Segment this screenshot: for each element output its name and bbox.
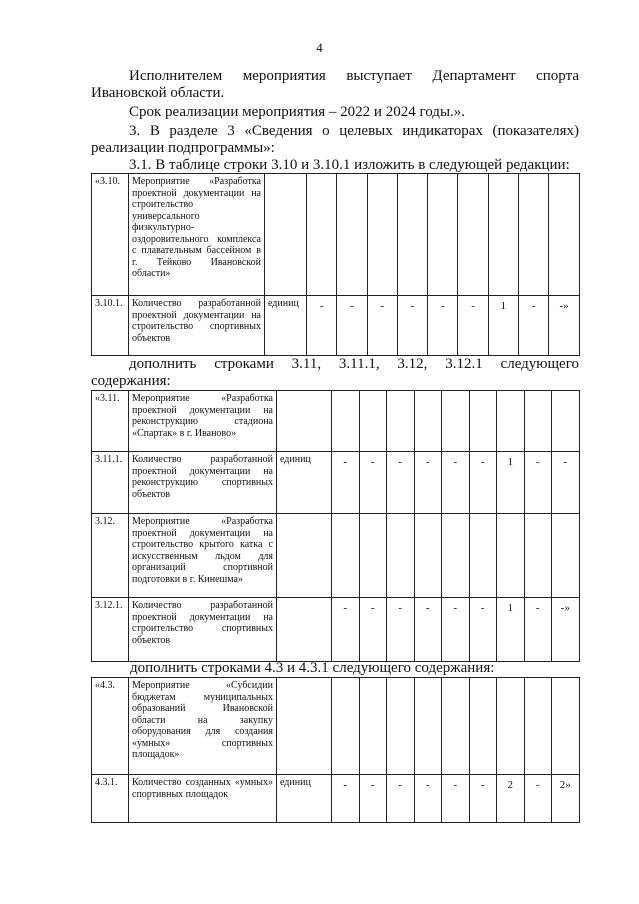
value-cell xyxy=(552,391,580,452)
value-cell xyxy=(332,391,360,452)
row-unit xyxy=(277,514,332,598)
value-cell xyxy=(552,678,580,775)
table-row xyxy=(92,678,580,775)
value-cell xyxy=(524,514,552,598)
row-name: Количество разработанной проектной документации на реконструкцию спортивных объектов xyxy=(129,452,277,514)
row-unit xyxy=(277,678,332,775)
row-unit: единиц xyxy=(265,296,307,356)
value-cell xyxy=(414,391,442,452)
value-cell: - xyxy=(552,452,580,514)
value-cell xyxy=(367,174,397,296)
value-cell xyxy=(414,678,442,775)
value-cell: - xyxy=(387,598,415,662)
row-code: «4.3. xyxy=(92,678,129,775)
value-cell xyxy=(552,514,580,598)
value-cell: - xyxy=(519,296,549,356)
paragraph-table-edit: 3.1. В таблице строки 3.10 и 3.10.1 изложить в следующей редакции: xyxy=(129,157,570,173)
value-cell: - xyxy=(469,452,497,514)
value-cell: - xyxy=(442,452,470,514)
table-row xyxy=(92,775,580,823)
value-cell xyxy=(458,174,488,296)
value-cell xyxy=(428,174,458,296)
value-cell xyxy=(524,678,552,775)
paragraph-add-3-11: дополнить строками 3.11, 3.11.1, 3.12, 3.12.1 следующего xyxy=(129,356,579,372)
row-name: Мероприятие «Субсидии бюджетам муниципальных образований Ивановской области на закупку оборудования для создания «умных» спортивных площадок» xyxy=(129,678,277,775)
value-cell xyxy=(469,678,497,775)
paragraph-term: Срок реализации мероприятия – 2022 и 2024 годы.». xyxy=(129,104,466,120)
value-cell xyxy=(524,391,552,452)
value-cell: - xyxy=(332,775,360,823)
value-cell xyxy=(497,391,525,452)
value-cell: - xyxy=(359,775,387,823)
row-code: «3.10. xyxy=(92,174,129,296)
value-cell xyxy=(332,514,360,598)
row-name: Количество разработанной проектной документации на строительство спортивных объектов xyxy=(129,296,265,356)
paragraph-executor: Исполнителем мероприятия выступает Департамент спорта xyxy=(129,68,579,84)
value-cell xyxy=(307,174,337,296)
row-code: 3.10.1. xyxy=(92,296,129,356)
value-cell xyxy=(442,514,470,598)
value-cell: 1 xyxy=(497,598,525,662)
value-cell xyxy=(469,514,497,598)
value-cell: - xyxy=(367,296,397,356)
value-cell: - xyxy=(414,775,442,823)
row-unit: единиц xyxy=(277,775,332,823)
value-cell: -» xyxy=(549,296,579,356)
value-cell: - xyxy=(337,296,367,356)
value-cell xyxy=(359,391,387,452)
value-cell: - xyxy=(359,598,387,662)
page-number: 4 xyxy=(316,40,323,55)
paragraph-add-3-11-cont: содержания: xyxy=(91,373,171,389)
value-cell: - xyxy=(307,296,337,356)
value-cell xyxy=(387,391,415,452)
value-cell xyxy=(497,514,525,598)
value-cell: - xyxy=(428,296,458,356)
value-cell: - xyxy=(442,775,470,823)
row-name: Мероприятие «Разработка проектной документации на строительство крытого катка с искусственным льдом для организаций спортивной подготовки в г. Кинешма» xyxy=(129,514,277,598)
value-cell xyxy=(519,174,549,296)
table-row xyxy=(92,391,580,452)
value-cell: 1 xyxy=(497,452,525,514)
row-code: «3.11. xyxy=(92,391,129,452)
value-cell: - xyxy=(332,598,360,662)
table-row xyxy=(92,174,580,296)
value-cell xyxy=(332,678,360,775)
value-cell: 2» xyxy=(552,775,580,823)
value-cell xyxy=(497,678,525,775)
indicators-table-2 xyxy=(91,390,580,662)
value-cell: - xyxy=(469,775,497,823)
table-row xyxy=(92,452,580,514)
row-name: Мероприятие «Разработка проектной документации на реконструкцию стадиона «Спартак» в г. Иваново» xyxy=(129,391,277,452)
paragraph-executor-cont: Ивановской области. xyxy=(91,85,225,101)
row-code: 3.12.1. xyxy=(92,598,129,662)
row-name: Количество разработанной проектной документации на строительство спортивных объектов xyxy=(129,598,277,662)
value-cell: - xyxy=(332,452,360,514)
value-cell xyxy=(387,514,415,598)
value-cell xyxy=(549,174,579,296)
value-cell xyxy=(469,391,497,452)
row-code: 4.3.1. xyxy=(92,775,129,823)
value-cell: - xyxy=(524,775,552,823)
paragraph-section-3: 3. В разделе 3 «Сведения о целевых индикаторах (показателях) xyxy=(129,123,579,139)
row-name: Количество созданных «умных» спортивных площадок xyxy=(129,775,277,823)
value-cell xyxy=(359,514,387,598)
value-cell xyxy=(397,174,427,296)
value-cell: - xyxy=(442,598,470,662)
value-cell xyxy=(359,678,387,775)
table-row xyxy=(92,514,580,598)
value-cell: - xyxy=(387,452,415,514)
value-cell: 2 xyxy=(497,775,525,823)
value-cell: - xyxy=(397,296,427,356)
indicators-table-1 xyxy=(91,173,580,356)
value-cell xyxy=(442,678,470,775)
value-cell: - xyxy=(469,598,497,662)
value-cell xyxy=(442,391,470,452)
value-cell: - xyxy=(524,452,552,514)
row-code: 3.12. xyxy=(92,514,129,598)
table-row xyxy=(92,296,580,356)
value-cell xyxy=(337,174,367,296)
indicators-table-3 xyxy=(91,677,580,823)
row-unit xyxy=(265,174,307,296)
value-cell: 1 xyxy=(488,296,518,356)
value-cell: - xyxy=(524,598,552,662)
value-cell xyxy=(414,514,442,598)
paragraph-section-3-cont: реализации подпрограммы»: xyxy=(91,140,275,156)
value-cell xyxy=(387,678,415,775)
value-cell xyxy=(488,174,518,296)
value-cell: - xyxy=(359,452,387,514)
row-code: 3.11.1. xyxy=(92,452,129,514)
row-unit xyxy=(277,391,332,452)
table-row xyxy=(92,598,580,662)
value-cell: - xyxy=(414,598,442,662)
row-unit xyxy=(277,598,332,662)
value-cell: - xyxy=(387,775,415,823)
value-cell: - xyxy=(414,452,442,514)
value-cell: - xyxy=(458,296,488,356)
row-unit: единиц xyxy=(277,452,332,514)
paragraph-add-4-3: дополнить строками 4.3 и 4.3.1 следующего содержания: xyxy=(130,660,495,676)
value-cell: -» xyxy=(552,598,580,662)
row-name: Мероприятие «Разработка проектной документации на строительство универсального физкультурно-оздоровительного комплекса с плавательным бассейном в г. Тейково Ивановской области» xyxy=(129,174,265,296)
